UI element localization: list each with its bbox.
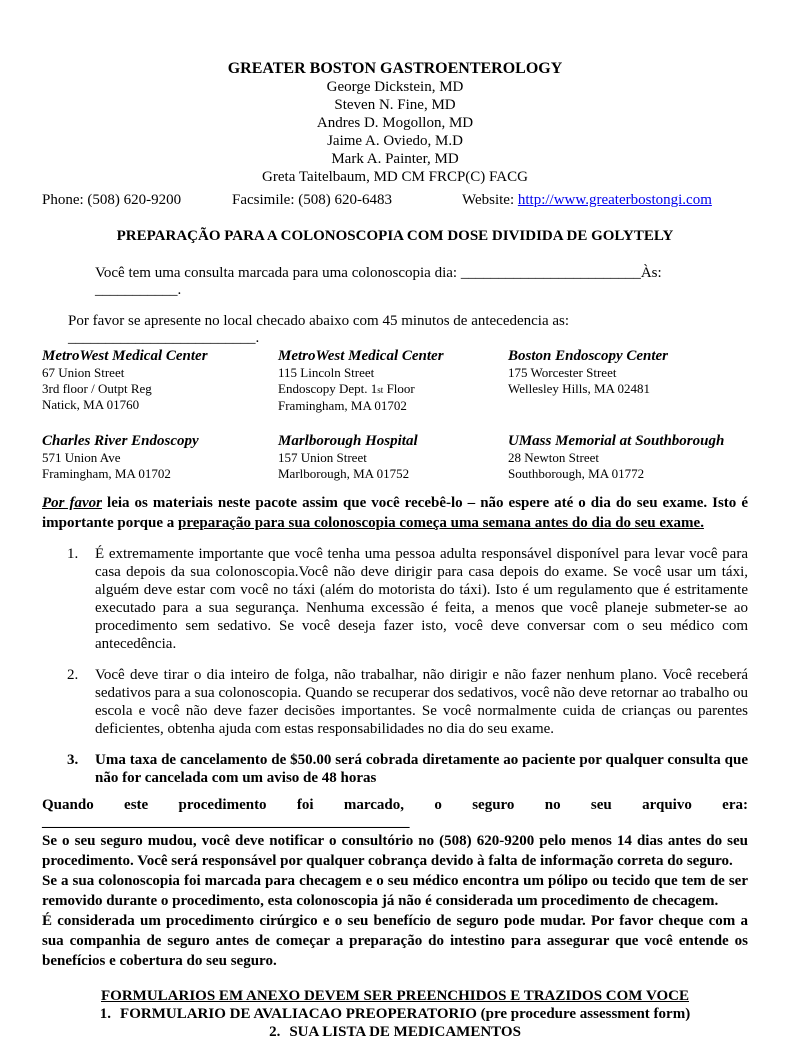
attached-forms-heading: FORMULARIOS EM ANEXO DEVEM SER PREENCHIDOS E TRAZIDOS COM VOCE xyxy=(101,988,689,1004)
insurance-on-file-line: Quando este procedimento foi marcado, o seguro no seu arquivo era: xyxy=(42,797,748,813)
doctor-name: Jaime A. Oviedo, M.D xyxy=(327,133,463,149)
location-name: MetroWest Medical Center xyxy=(278,348,444,364)
website-line xyxy=(462,191,712,209)
practice-name: GREATER BOSTON GASTROENTEROLOGY xyxy=(227,60,563,77)
form-item-number: 2. xyxy=(269,1024,281,1040)
location-card-charles-river xyxy=(42,433,278,482)
address-line-part: Floor xyxy=(383,381,415,396)
contact-row xyxy=(42,191,748,209)
location-name: Boston Endoscopy Center xyxy=(508,348,669,364)
ordinal-suffix: st xyxy=(377,385,384,395)
fax-number: Facsimile: (508) 620-6483 xyxy=(232,192,392,208)
form-item-number: 1. xyxy=(99,1006,112,1022)
address-line: 157 Union Street xyxy=(278,450,367,465)
doctor-name: Greta Taitelbaum, MD CM FRCP(C) FACG xyxy=(262,169,528,185)
location-card-boston-endoscopy xyxy=(508,348,748,414)
address-line: Wellesley Hills, MA 02481 xyxy=(508,381,650,396)
list-item-cancellation-fee xyxy=(67,751,748,787)
phone-number: Phone: (508) 620-9200 xyxy=(42,192,182,208)
form-item-text: SUA LISTA DE MEDICAMENTOS xyxy=(289,1024,521,1040)
location-name: Charles River Endoscopy xyxy=(42,433,199,449)
list-item-text: Uma taxa de cancelamento de $50.00 será cobrada diretamente ao paciente por qualquer consulta que não for cancelada com um aviso de 48 horas xyxy=(95,752,748,786)
attached-forms-section xyxy=(42,987,748,1041)
location-name: MetroWest Medical Center xyxy=(42,348,208,364)
form-item-text: FORMULARIO DE AVALIACAO PREOPERATORIO (pre procedure assessment form) xyxy=(120,1006,691,1022)
location-card-marlborough xyxy=(278,433,508,482)
locations-row-2 xyxy=(42,433,748,482)
address-line: Southborough, MA 01772 xyxy=(508,466,645,481)
insurance-fill-in-blank: _________________________________________________ xyxy=(42,814,410,830)
doctor-name: George Dickstein, MD xyxy=(326,79,464,95)
address-line-part: Endoscopy Dept. 1 xyxy=(278,381,378,396)
address-line: 67 Union Street xyxy=(42,365,125,380)
list-item-number: 2. xyxy=(67,667,79,683)
form-item xyxy=(42,1005,748,1023)
doctor-name: Steven N. Fine, MD xyxy=(334,97,456,113)
address-line: Natick, MA 01760 xyxy=(42,397,140,412)
insurance-paragraph: Se o seu seguro mudou, você deve notificar o consultório no (508) 620-9200 pelo menos 14 dias antes do seu procedimento. Você será responsável por qualquer cobrança devido à falta de informação correta do seguro. xyxy=(42,833,748,869)
list-item xyxy=(67,545,748,653)
appointment-date-line: Você tem uma consulta marcada para uma colonoscopia dia: ________________________Às: ___________. xyxy=(95,265,662,298)
location-name: Marlborough Hospital xyxy=(278,433,418,449)
form-item xyxy=(42,1023,748,1041)
notice-body: leia os materiais neste pacote assim que você recebê-lo – não espere até o dia do seu exame. Isto é importante porque a xyxy=(42,495,748,531)
address-line: 571 Union Ave xyxy=(42,450,121,465)
address-line: Framingham, MA 01702 xyxy=(42,466,171,481)
notice-underlined: preparação para sua colonoscopia começa uma semana antes do dia do seu exame. xyxy=(177,515,704,531)
locations-row-1 xyxy=(42,348,748,414)
read-materials-notice xyxy=(42,493,748,533)
location-card-umass-southborough xyxy=(508,433,748,482)
website-link[interactable]: http://www.greaterbostongi.com xyxy=(517,192,712,208)
list-item-number: 3. xyxy=(67,752,79,768)
insurance-paragraph: Se a sua colonoscopia foi marcada para checagem e o seu médico encontra um pólipo ou tecido que tem de ser removido durante o procedimento, esta colonoscopia já não é considerada um procedimento de checagem. xyxy=(42,873,748,909)
address-line: 175 Worcester Street xyxy=(508,365,617,380)
insurance-paragraph: É considerada um procedimento cirúrgico e o seu benefício de seguro pode mudar. Por favor cheque com a sua companhia de seguro antes de começar a preparação do intestino para assegurar que você entende os benefícios e cobertura do seu seguro. xyxy=(42,913,748,969)
address-line: Framingham, MA 01702 xyxy=(278,398,407,413)
address-line: 115 Lincoln Street xyxy=(278,365,375,380)
location-name: UMass Memorial at Southborough xyxy=(508,433,725,449)
address-line xyxy=(278,381,508,398)
list-item-text: É extremamente importante que você tenha uma pessoa adulta responsável disponível para levar você para casa depois da sua colonoscopia.Você não deve dirigir para casa depois do exame. Se você usar um táxi, alguém deve estar com você no táxi (além do motorista do táxi). Isto é um regulamento que é estritamente executado para a sua segurança. Nenhuma excessão é feita, a menos que você planeje submeter-se ao procedimento sem sedativo. Se você deseja fazer isto, você deve conversar com o seu médico com antecedência. xyxy=(95,546,748,652)
insurance-section xyxy=(42,796,748,971)
address-line: 3rd floor / Outpt Reg xyxy=(42,381,152,396)
list-item-text: Você deve tirar o dia inteiro de folga, não trabalhar, não dirigir e não fazer nenhum plano. Você receberá sedativos para a sua colonoscopia. Quando se recuperar dos sedativos, você não deve retornar ao trabalho ou escola e você não deve fazer decisões importantes. Se você normalmente cuida de crianças ou parentes deficientes, obtenha ajuda com estas responsabilidades no dia do seu exame. xyxy=(95,667,748,737)
document-title: PREPARAÇÃO PARA A COLONOSCOPIA COM DOSE DIVIDIDA DE GOLYTELY xyxy=(116,228,674,244)
location-card-metrowest-framingham xyxy=(278,348,508,414)
instructions-list xyxy=(42,545,748,787)
address-line: Marlborough, MA 01752 xyxy=(278,466,410,481)
list-item xyxy=(67,666,748,738)
list-item-number: 1. xyxy=(67,546,79,562)
location-card-metrowest-natick xyxy=(42,348,278,414)
website-label: Website: xyxy=(462,192,518,208)
doctor-name: Mark A. Painter, MD xyxy=(331,151,459,167)
notice-lead: Por favor xyxy=(42,495,103,511)
address-line: 28 Newton Street xyxy=(508,450,599,465)
arrival-instruction-line: Por favor se apresente no local checado abaixo com 45 minutos de antecedencia as: _________________________. xyxy=(68,313,570,346)
doctor-name: Andres D. Mogollon, MD xyxy=(316,115,474,131)
letterhead xyxy=(42,60,748,209)
doctor-list xyxy=(42,78,748,186)
